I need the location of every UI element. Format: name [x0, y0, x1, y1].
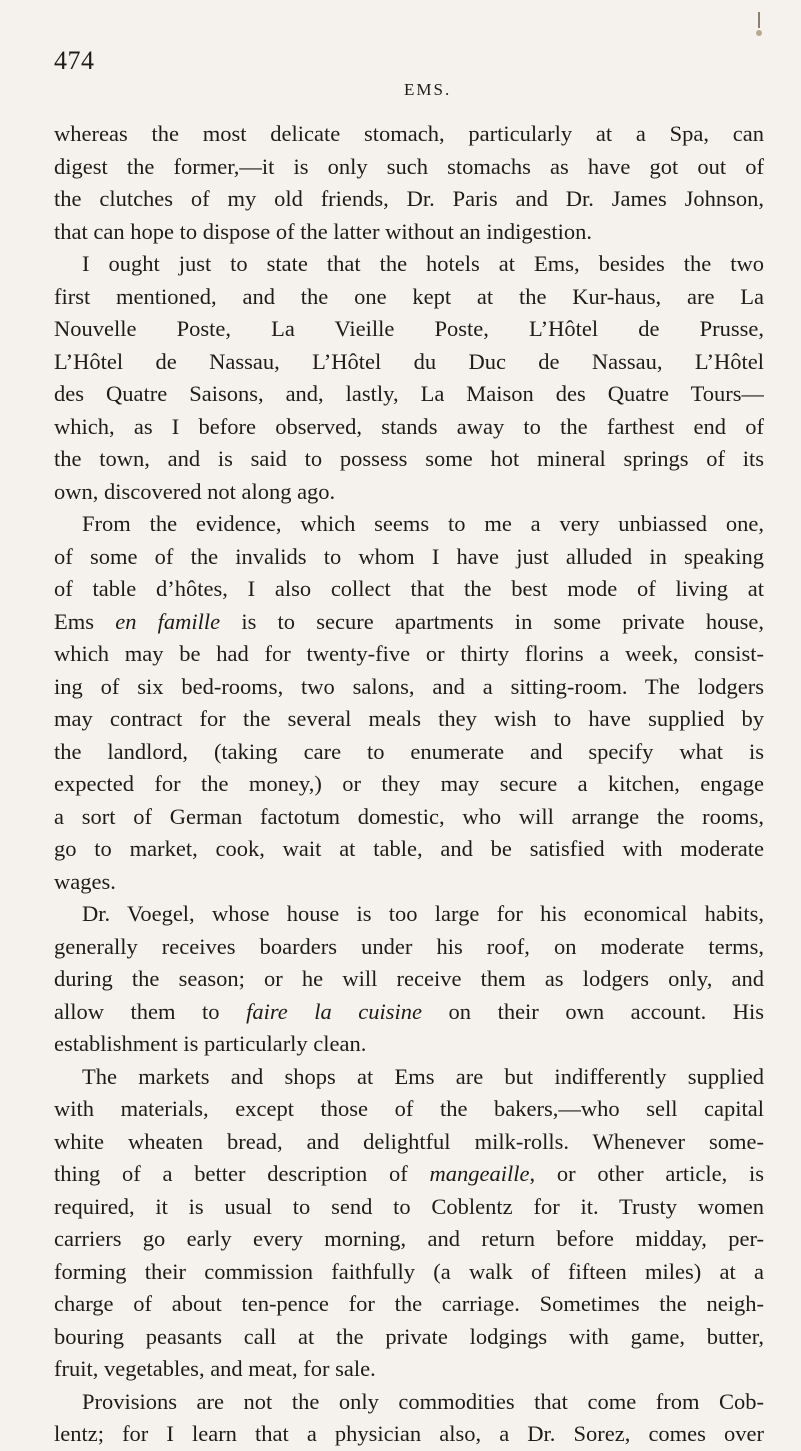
text-line: which, as I before observed, stands away to the farthest end of [54, 413, 764, 439]
text-line: I ought just to state that the hotels at Ems, besides the two [82, 251, 764, 276]
page-number: 474 [54, 46, 95, 75]
text-line [54, 606, 764, 639]
text-line: fruit, vegetables, and meat, for sale. [54, 1356, 376, 1381]
text-line: establishment is particularly clean. [54, 1031, 367, 1056]
text-run: thing of a better description of [54, 1161, 430, 1186]
text-line: expected for the money,) or they may secure a kitchen, engage [54, 771, 764, 796]
italic-phrase: faire la cuisine [246, 998, 423, 1024]
text-line: the clutches of my old friends, Dr. Paris and Dr. James Johnson, [54, 186, 764, 211]
text-line: The markets and shops at Ems are but indifferently supplied [82, 1063, 764, 1089]
text-run: is to secure apartments in some private house, [220, 608, 764, 634]
text-line: forming their commission faithfully (a walk of fifteen miles) at a [54, 1258, 764, 1284]
body-text [54, 118, 764, 1451]
text-line: during the season; or he will receive them as lodgers only, and [54, 966, 764, 991]
text-line: whereas the most delicate stomach, particularly at a Spa, can [54, 121, 764, 146]
ink-mark-icon [756, 12, 762, 40]
ink-stroke [758, 12, 760, 28]
text-line: Dr. Voegel, whose house is too large for his economical habits, [82, 901, 764, 926]
text-line: des Quatre Saisons, and, lastly, La Maison des Quatre Tours— [54, 381, 764, 406]
italic-phrase: mangeaille [429, 1161, 530, 1186]
text-line: that can hope to dispose of the latter without an indigestion. [54, 218, 593, 244]
text-line: ing of six bed-rooms, two salons, and a sitting-room. The lodgers [54, 673, 764, 699]
text-line: may contract for the several meals they wish to have supplied by [54, 706, 764, 731]
text-line: the town, and is said to possess some hot mineral springs of its [54, 446, 764, 471]
text-line: required, it is usual to send to Coblentz for it. Trusty women [54, 1193, 764, 1219]
ink-blot [756, 30, 762, 36]
text-line: of some of the invalids to whom I have just alluded in speaking [54, 543, 764, 569]
text-run: , or other article, is [529, 1161, 764, 1186]
text-line: which may be had for twenty-five or thirty florins a week, consist- [54, 641, 764, 666]
text-run: allow them to [54, 998, 247, 1024]
text-line [54, 996, 764, 1029]
text-line: a sort of German factotum domestic, who will arrange the rooms, [54, 803, 764, 829]
text-line: go to market, cook, wait at table, and be satisfied with moderate [54, 836, 764, 861]
text-line: generally receives boarders under his roof, on moderate terms, [54, 933, 764, 959]
text-line: L’Hôtel de Nassau, L’Hôtel du Duc de Nassau, L’Hôtel [54, 348, 764, 374]
text-line: with materials, except those of the bakers,—who sell capital [54, 1096, 764, 1121]
text-line: the landlord, (taking care to enumerate and specify what is [54, 738, 764, 764]
text-line: From the evidence, which seems to me a very unbiassed one, [82, 511, 764, 536]
text-line: bouring peasants call at the private lodgings with game, butter, [54, 1323, 764, 1349]
text-line: digest the former,—it is only such stomachs as have got out of [54, 153, 764, 179]
text-line: lentz; for I learn that a physician also, a Dr. Sorez, comes over [54, 1421, 764, 1446]
text-run: Ems [54, 608, 116, 634]
text-line: of table d’hôtes, I also collect that the best mode of living at [54, 576, 764, 601]
text-line: white wheaten bread, and delightful milk-rolls. Whenever some- [54, 1128, 764, 1154]
italic-phrase: en famille [115, 608, 221, 634]
text-line: Nouvelle Poste, La Vieille Poste, L’Hôtel de Prusse, [54, 316, 764, 341]
text-line [54, 1158, 764, 1191]
text-line: wages. [54, 868, 116, 894]
text-line: carriers go early every morning, and return before midday, per- [54, 1226, 764, 1251]
text-line: charge of about ten-pence for the carriage. Sometimes the neigh- [54, 1291, 764, 1316]
text-line: first mentioned, and the one kept at the Kur-haus, are La [54, 283, 764, 309]
text-line: own, discovered not along ago. [54, 478, 336, 504]
text-line: Provisions are not the only commodities that come from Cob- [82, 1388, 764, 1414]
running-head: EMS. [404, 80, 452, 99]
text-run: on their own account. His [422, 998, 764, 1024]
